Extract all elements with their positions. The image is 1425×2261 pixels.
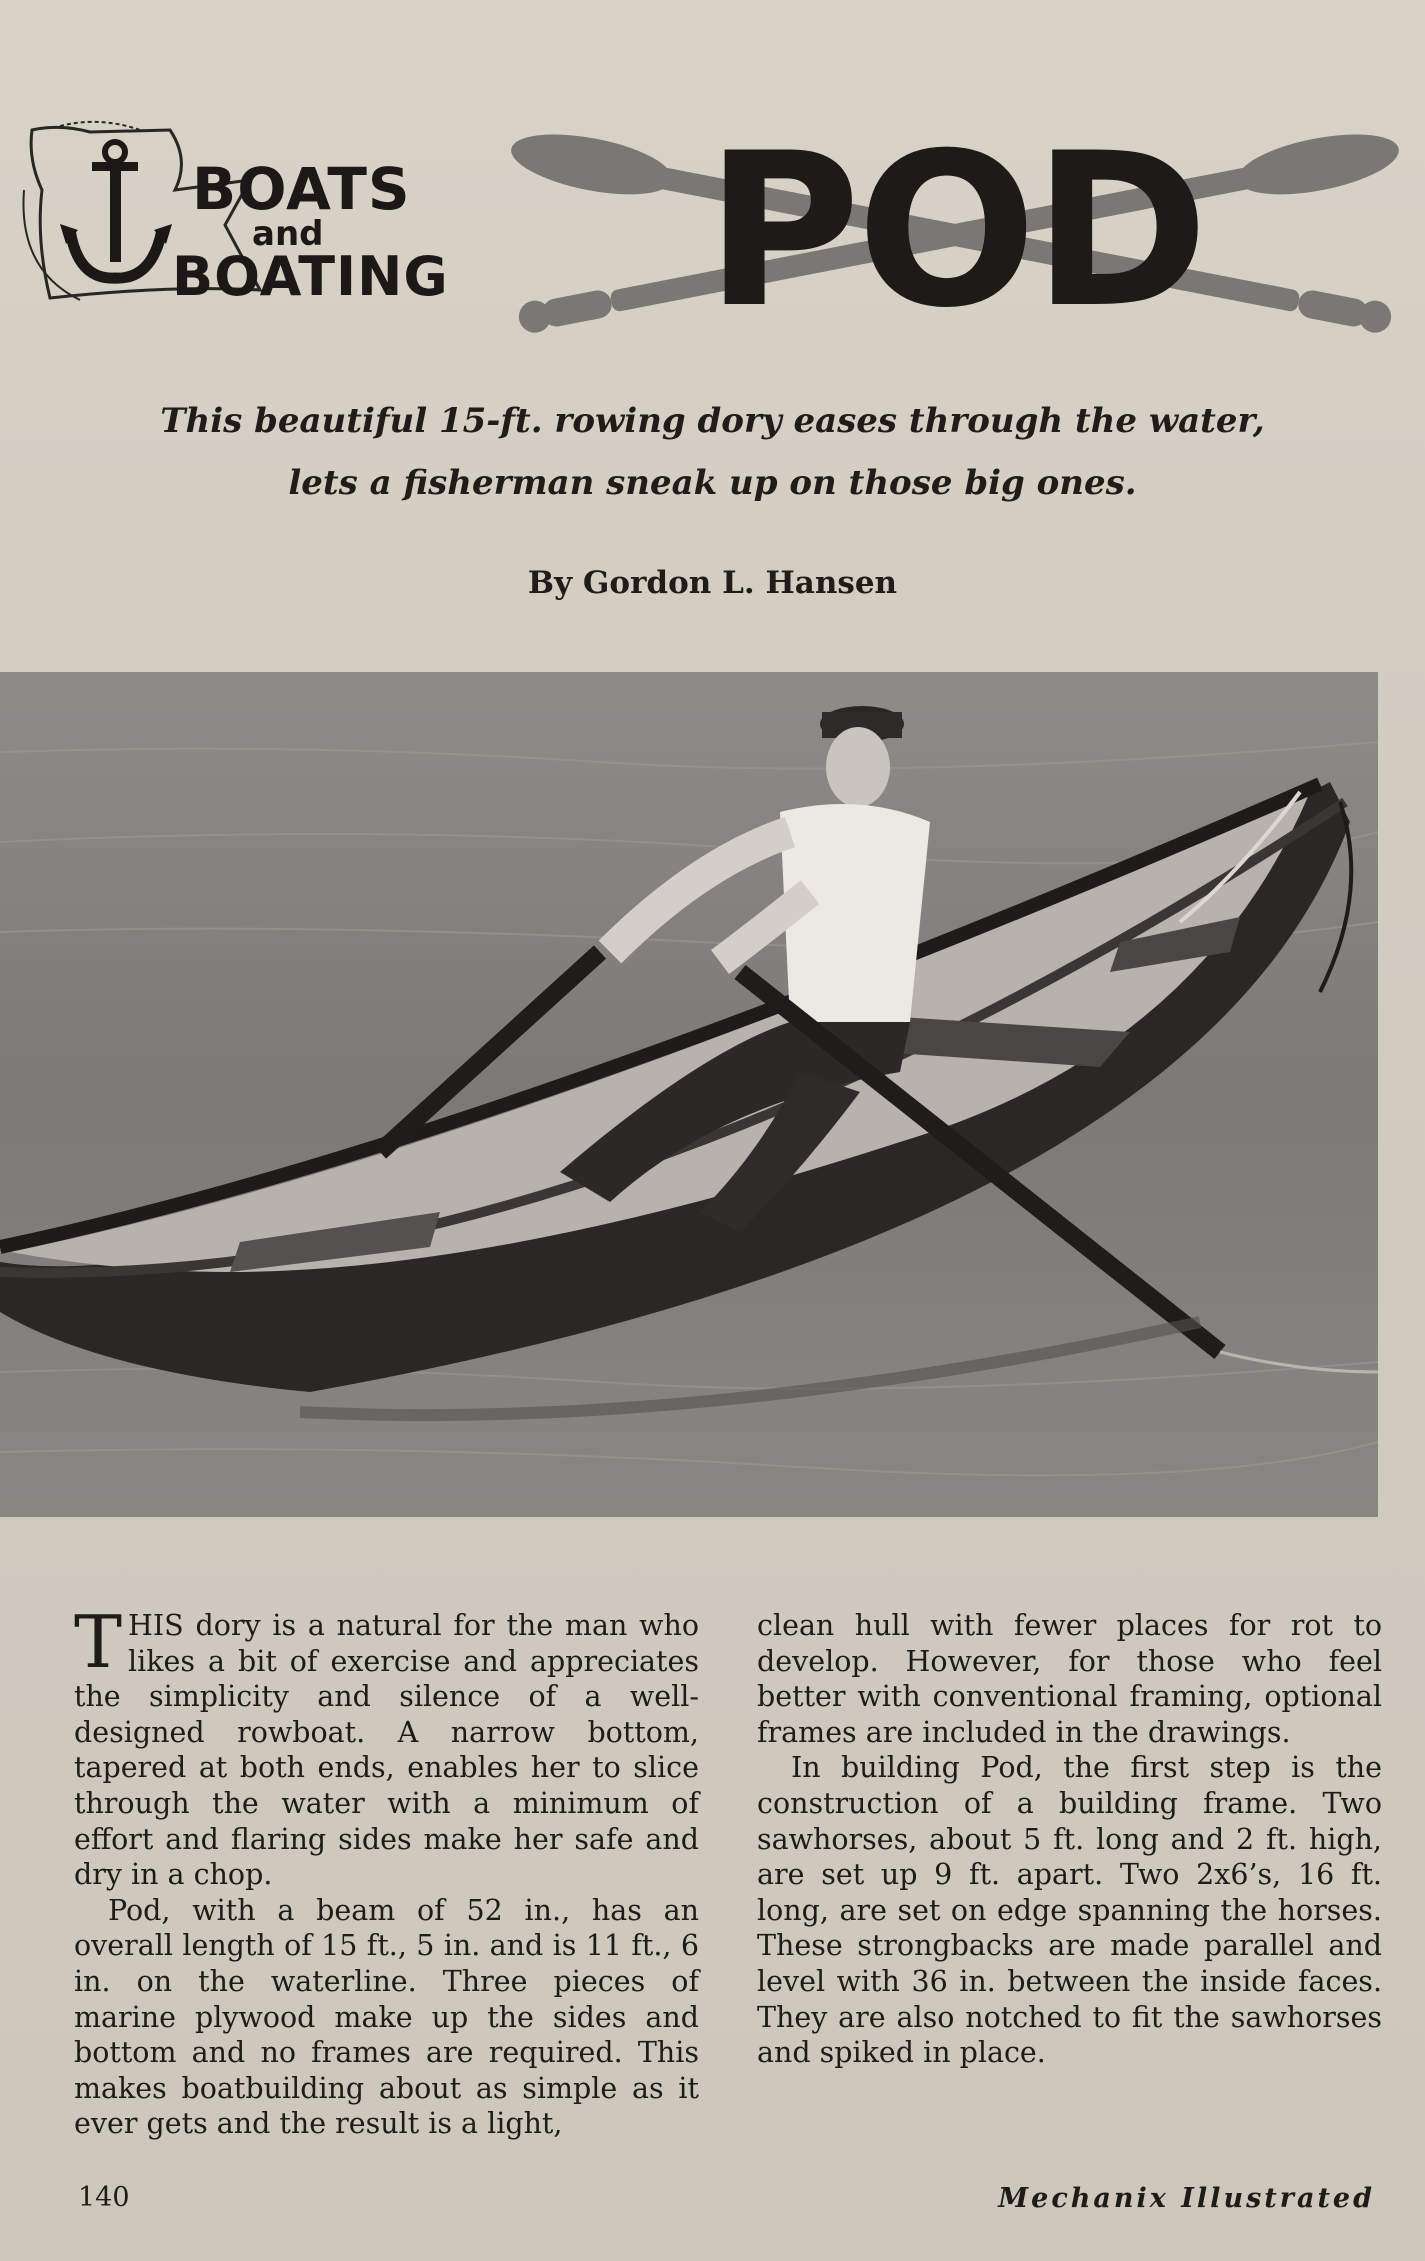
- article-title: POD: [705, 107, 1205, 354]
- logo-boating-text: BOATING: [172, 245, 449, 308]
- article-photo: [0, 672, 1378, 1517]
- boats-and-boating-logo: [20, 120, 449, 320]
- logo-boats-text: BOATS: [192, 155, 411, 223]
- dory-photo-illustration: [0, 672, 1378, 1517]
- page-number: 140: [78, 2182, 130, 2213]
- drop-cap: T: [74, 1600, 123, 1684]
- article-subtitle: This beautiful 15-ft. rowing dory eases through the water, lets a fisherman sneak up on those big ones.: [160, 401, 1265, 503]
- magazine-name: Mechanix Illustrated: [998, 2183, 1375, 2214]
- body-column-left: [74, 1600, 699, 2142]
- body-paragraph: [74, 1600, 699, 1893]
- body-column-right: [757, 1608, 1382, 2071]
- article-byline: By Gordon L. Hansen: [527, 565, 898, 601]
- paragraph-text: HIS dory is a natural for the man who likes a bit of exercise and appreciates the simplicity and silence of a well-designed rowboat. A narrow bottom, tapered at both ends, enables her to slice through the water with a minimum of effort and flaring sides make her safe and dry in a chop.: [74, 1609, 699, 1892]
- body-paragraph: In building Pod, the first step is the construction of a building frame. Two sawhorses, about 5 ft. long and 2 ft. high, are set up 9 ft. apart. Two 2x6’s, 16 ft. long, are set on edge spanning the horses. These strongbacks are made parallel and level with 36 in. between the inside faces. They are also notched to fit the sawhorses and spiked in place.: [757, 1751, 1382, 2070]
- logo-and-text: and: [252, 214, 324, 254]
- body-paragraph: clean hull with fewer places for rot to develop. However, for those who feel better with conventional framing, optional frames are included in the drawings.: [757, 1609, 1382, 1749]
- body-paragraph: Pod, with a beam of 52 in., has an overall length of 15 ft., 5 in. and is 11 ft., 6 in. on the waterline. Three pieces of marine plywood make up the sides and bottom and no frames are required. This makes boatbuilding about as simple as it ever gets and the result is a light,: [74, 1893, 699, 2141]
